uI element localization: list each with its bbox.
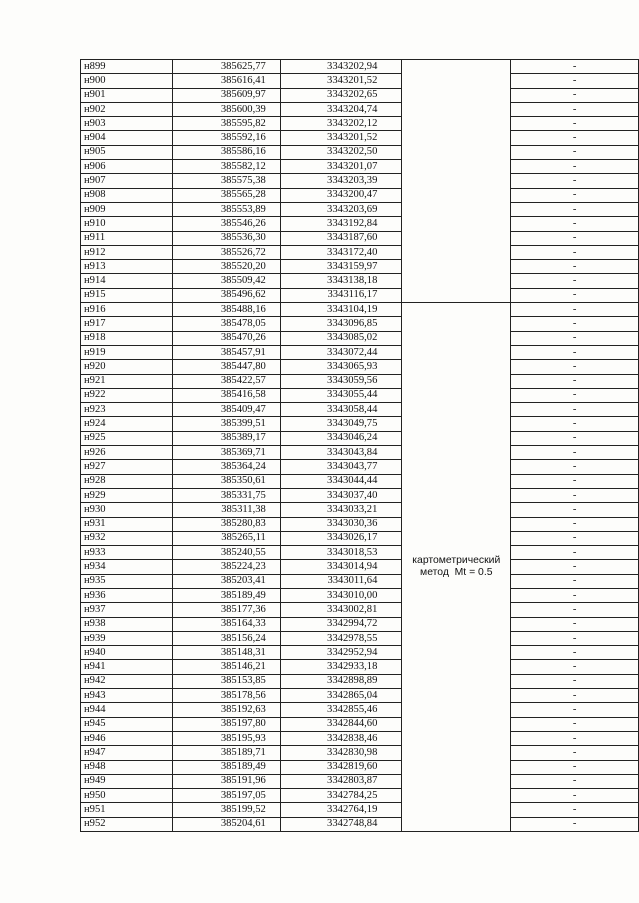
y-coordinate-cell: 3343010,00 — [280, 588, 402, 602]
x-coordinate-cell: 385416,58 — [173, 388, 281, 402]
accuracy-cell: - — [511, 417, 639, 431]
table-row — [81, 60, 639, 74]
y-coordinate-cell: 3342830,98 — [280, 746, 402, 760]
table-row — [81, 574, 639, 588]
y-coordinate-cell: 3343011,64 — [280, 574, 402, 588]
point-name-cell: н930 — [81, 503, 173, 517]
point-name-cell: н914 — [81, 274, 173, 288]
x-coordinate-cell: 385488,16 — [173, 303, 281, 317]
table-row — [81, 588, 639, 602]
x-coordinate-cell: 385240,55 — [173, 546, 281, 560]
point-name-cell: н940 — [81, 646, 173, 660]
accuracy-cell: - — [511, 488, 639, 502]
accuracy-cell: - — [511, 317, 639, 331]
table-row — [81, 231, 639, 245]
point-name-cell: н917 — [81, 317, 173, 331]
x-coordinate-cell: 385177,36 — [173, 603, 281, 617]
accuracy-cell: - — [511, 388, 639, 402]
accuracy-cell: - — [511, 145, 639, 159]
accuracy-cell: - — [511, 288, 639, 302]
accuracy-cell: - — [511, 660, 639, 674]
x-coordinate-cell: 385204,61 — [173, 817, 281, 831]
point-name-cell: н918 — [81, 331, 173, 345]
point-name-cell: н932 — [81, 531, 173, 545]
point-name-cell: н948 — [81, 760, 173, 774]
y-coordinate-cell: 3343046,24 — [280, 431, 402, 445]
x-coordinate-cell: 385582,12 — [173, 160, 281, 174]
point-name-cell: н933 — [81, 546, 173, 560]
point-name-cell: н926 — [81, 446, 173, 460]
x-coordinate-cell: 385520,20 — [173, 260, 281, 274]
point-name-cell: н907 — [81, 174, 173, 188]
method-cell — [402, 303, 511, 832]
table-row — [81, 217, 639, 231]
method-line-2: метод Mt = 0.5 — [420, 567, 493, 579]
table-row — [81, 303, 639, 317]
table-row — [81, 803, 639, 817]
point-name-cell: н923 — [81, 403, 173, 417]
point-name-cell: н916 — [81, 303, 173, 317]
accuracy-cell: - — [511, 774, 639, 788]
table-row — [81, 560, 639, 574]
point-name-cell: н906 — [81, 160, 173, 174]
x-coordinate-cell: 385457,91 — [173, 345, 281, 359]
x-coordinate-cell: 385496,62 — [173, 288, 281, 302]
table-row — [81, 202, 639, 216]
point-name-cell: н938 — [81, 617, 173, 631]
y-coordinate-cell: 3343018,53 — [280, 546, 402, 560]
accuracy-cell: - — [511, 345, 639, 359]
point-name-cell: н934 — [81, 560, 173, 574]
accuracy-cell: - — [511, 431, 639, 445]
point-name-cell: н901 — [81, 88, 173, 102]
table-row — [81, 631, 639, 645]
accuracy-cell: - — [511, 789, 639, 803]
table-row — [81, 260, 639, 274]
y-coordinate-cell: 3343202,65 — [280, 88, 402, 102]
x-coordinate-cell: 385311,38 — [173, 503, 281, 517]
y-coordinate-cell: 3343202,94 — [280, 60, 402, 74]
y-coordinate-cell: 3343201,07 — [280, 160, 402, 174]
y-coordinate-cell: 3343026,17 — [280, 531, 402, 545]
y-coordinate-cell: 3343033,21 — [280, 503, 402, 517]
point-name-cell: н911 — [81, 231, 173, 245]
x-coordinate-cell: 385178,56 — [173, 689, 281, 703]
y-coordinate-cell: 3343204,74 — [280, 102, 402, 116]
point-name-cell: н946 — [81, 731, 173, 745]
y-coordinate-cell: 3343043,84 — [280, 446, 402, 460]
x-coordinate-cell: 385156,24 — [173, 631, 281, 645]
x-coordinate-cell: 385192,63 — [173, 703, 281, 717]
point-name-cell: н912 — [81, 245, 173, 259]
x-coordinate-cell: 385470,26 — [173, 331, 281, 345]
accuracy-cell: - — [511, 746, 639, 760]
table-row — [81, 531, 639, 545]
accuracy-cell: - — [511, 117, 639, 131]
accuracy-cell: - — [511, 217, 639, 231]
table-row — [81, 117, 639, 131]
y-coordinate-cell: 3342819,60 — [280, 760, 402, 774]
x-coordinate-cell: 385331,75 — [173, 488, 281, 502]
table-row — [81, 731, 639, 745]
y-coordinate-cell: 3343192,84 — [280, 217, 402, 231]
table-row — [81, 689, 639, 703]
x-coordinate-cell: 385616,41 — [173, 74, 281, 88]
accuracy-cell: - — [511, 603, 639, 617]
accuracy-cell: - — [511, 531, 639, 545]
y-coordinate-cell: 3343203,39 — [280, 174, 402, 188]
point-name-cell: н899 — [81, 60, 173, 74]
x-coordinate-cell: 385600,39 — [173, 102, 281, 116]
point-name-cell: н902 — [81, 102, 173, 116]
table-row — [81, 446, 639, 460]
table-row — [81, 503, 639, 517]
x-coordinate-cell: 385586,16 — [173, 145, 281, 159]
point-name-cell: н936 — [81, 588, 173, 602]
x-coordinate-cell: 385478,05 — [173, 317, 281, 331]
point-name-cell: н947 — [81, 746, 173, 760]
y-coordinate-cell: 3342844,60 — [280, 717, 402, 731]
y-coordinate-cell: 3343002,81 — [280, 603, 402, 617]
y-coordinate-cell: 3343044,44 — [280, 474, 402, 488]
x-coordinate-cell: 385595,82 — [173, 117, 281, 131]
table-row — [81, 431, 639, 445]
y-coordinate-cell: 3342803,87 — [280, 774, 402, 788]
x-coordinate-cell: 385189,71 — [173, 746, 281, 760]
table-row — [81, 817, 639, 831]
point-name-cell: н931 — [81, 517, 173, 531]
accuracy-cell: - — [511, 631, 639, 645]
method-line-1: картометрический — [412, 555, 501, 567]
x-coordinate-cell: 385609,97 — [173, 88, 281, 102]
accuracy-cell: - — [511, 274, 639, 288]
point-name-cell: н945 — [81, 717, 173, 731]
x-coordinate-cell: 385224,23 — [173, 560, 281, 574]
table-row — [81, 488, 639, 502]
accuracy-cell: - — [511, 231, 639, 245]
table-row — [81, 88, 639, 102]
point-name-cell: н942 — [81, 674, 173, 688]
table-row — [81, 317, 639, 331]
point-name-cell: н928 — [81, 474, 173, 488]
x-coordinate-cell: 385265,11 — [173, 531, 281, 545]
table-row — [81, 388, 639, 402]
x-coordinate-cell: 385553,89 — [173, 202, 281, 216]
method-cell-empty — [402, 60, 511, 303]
accuracy-cell: - — [511, 245, 639, 259]
x-coordinate-cell: 385146,21 — [173, 660, 281, 674]
x-coordinate-cell: 385575,38 — [173, 174, 281, 188]
point-name-cell: н943 — [81, 689, 173, 703]
x-coordinate-cell: 385189,49 — [173, 588, 281, 602]
y-coordinate-cell: 3343200,47 — [280, 188, 402, 202]
y-coordinate-cell: 3343043,77 — [280, 460, 402, 474]
accuracy-cell: - — [511, 646, 639, 660]
accuracy-cell: - — [511, 260, 639, 274]
accuracy-cell: - — [511, 546, 639, 560]
table-row — [81, 646, 639, 660]
table-row — [81, 546, 639, 560]
x-coordinate-cell: 385203,41 — [173, 574, 281, 588]
table-row — [81, 460, 639, 474]
x-coordinate-cell: 385526,72 — [173, 245, 281, 259]
point-name-cell: н949 — [81, 774, 173, 788]
y-coordinate-cell: 3342933,18 — [280, 660, 402, 674]
table-row — [81, 617, 639, 631]
x-coordinate-cell: 385509,42 — [173, 274, 281, 288]
y-coordinate-cell: 3342784,25 — [280, 789, 402, 803]
accuracy-cell: - — [511, 689, 639, 703]
accuracy-cell: - — [511, 160, 639, 174]
point-name-cell: н904 — [81, 131, 173, 145]
table-row — [81, 760, 639, 774]
point-name-cell: н900 — [81, 74, 173, 88]
point-name-cell: н952 — [81, 817, 173, 831]
accuracy-cell: - — [511, 202, 639, 216]
x-coordinate-cell: 385164,33 — [173, 617, 281, 631]
y-coordinate-cell: 3342748,84 — [280, 817, 402, 831]
y-coordinate-cell: 3343201,52 — [280, 131, 402, 145]
x-coordinate-cell: 385197,05 — [173, 789, 281, 803]
accuracy-cell: - — [511, 503, 639, 517]
accuracy-cell: - — [511, 60, 639, 74]
point-name-cell: н910 — [81, 217, 173, 231]
y-coordinate-cell: 3343049,75 — [280, 417, 402, 431]
accuracy-cell: - — [511, 560, 639, 574]
table-row — [81, 345, 639, 359]
y-coordinate-cell: 3343085,02 — [280, 331, 402, 345]
accuracy-cell: - — [511, 74, 639, 88]
accuracy-cell: - — [511, 88, 639, 102]
point-name-cell: н909 — [81, 202, 173, 216]
y-coordinate-cell: 3343138,18 — [280, 274, 402, 288]
point-name-cell: н941 — [81, 660, 173, 674]
point-name-cell: н937 — [81, 603, 173, 617]
x-coordinate-cell: 385350,61 — [173, 474, 281, 488]
point-name-cell: н921 — [81, 374, 173, 388]
point-name-cell: н924 — [81, 417, 173, 431]
y-coordinate-cell: 3342952,94 — [280, 646, 402, 660]
x-coordinate-cell: 385565,28 — [173, 188, 281, 202]
table-row — [81, 703, 639, 717]
accuracy-cell: - — [511, 303, 639, 317]
accuracy-cell: - — [511, 717, 639, 731]
y-coordinate-cell: 3342865,04 — [280, 689, 402, 703]
x-coordinate-cell: 385422,57 — [173, 374, 281, 388]
x-coordinate-cell: 385409,47 — [173, 403, 281, 417]
y-coordinate-cell: 3343065,93 — [280, 360, 402, 374]
coordinates-table — [80, 59, 639, 832]
coordinates-table-body — [81, 60, 639, 832]
x-coordinate-cell: 385199,52 — [173, 803, 281, 817]
accuracy-cell: - — [511, 460, 639, 474]
x-coordinate-cell: 385191,96 — [173, 774, 281, 788]
x-coordinate-cell: 385369,71 — [173, 446, 281, 460]
x-coordinate-cell: 385399,51 — [173, 417, 281, 431]
y-coordinate-cell: 3343187,60 — [280, 231, 402, 245]
point-name-cell: н944 — [81, 703, 173, 717]
accuracy-cell: - — [511, 574, 639, 588]
table-row — [81, 517, 639, 531]
table-row — [81, 174, 639, 188]
accuracy-cell: - — [511, 617, 639, 631]
point-name-cell: н951 — [81, 803, 173, 817]
x-coordinate-cell: 385195,93 — [173, 731, 281, 745]
point-name-cell: н927 — [81, 460, 173, 474]
point-name-cell: н913 — [81, 260, 173, 274]
point-name-cell: н950 — [81, 789, 173, 803]
table-row — [81, 274, 639, 288]
accuracy-cell: - — [511, 403, 639, 417]
y-coordinate-cell: 3343203,69 — [280, 202, 402, 216]
table-row — [81, 789, 639, 803]
table-row — [81, 145, 639, 159]
table-row — [81, 374, 639, 388]
y-coordinate-cell: 3343172,40 — [280, 245, 402, 259]
point-name-cell: н905 — [81, 145, 173, 159]
accuracy-cell: - — [511, 360, 639, 374]
y-coordinate-cell: 3343159,97 — [280, 260, 402, 274]
table-row — [81, 74, 639, 88]
y-coordinate-cell: 3343030,36 — [280, 517, 402, 531]
accuracy-cell: - — [511, 446, 639, 460]
y-coordinate-cell: 3342855,46 — [280, 703, 402, 717]
point-name-cell: н939 — [81, 631, 173, 645]
x-coordinate-cell: 385546,26 — [173, 217, 281, 231]
y-coordinate-cell: 3342838,46 — [280, 731, 402, 745]
y-coordinate-cell: 3342898,89 — [280, 674, 402, 688]
accuracy-cell: - — [511, 588, 639, 602]
point-name-cell: н929 — [81, 488, 173, 502]
accuracy-cell: - — [511, 188, 639, 202]
y-coordinate-cell: 3343072,44 — [280, 345, 402, 359]
x-coordinate-cell: 385197,80 — [173, 717, 281, 731]
y-coordinate-cell: 3343014,94 — [280, 560, 402, 574]
point-name-cell: н925 — [81, 431, 173, 445]
accuracy-cell: - — [511, 817, 639, 831]
y-coordinate-cell: 3343202,50 — [280, 145, 402, 159]
point-name-cell: н922 — [81, 388, 173, 402]
x-coordinate-cell: 385280,83 — [173, 517, 281, 531]
point-name-cell: н919 — [81, 345, 173, 359]
y-coordinate-cell: 3343059,56 — [280, 374, 402, 388]
point-name-cell: н920 — [81, 360, 173, 374]
accuracy-cell: - — [511, 174, 639, 188]
y-coordinate-cell: 3343058,44 — [280, 403, 402, 417]
accuracy-cell: - — [511, 703, 639, 717]
x-coordinate-cell: 385447,80 — [173, 360, 281, 374]
table-row — [81, 102, 639, 116]
table-row — [81, 660, 639, 674]
table-row — [81, 746, 639, 760]
x-coordinate-cell: 385592,16 — [173, 131, 281, 145]
y-coordinate-cell: 3343037,40 — [280, 488, 402, 502]
point-name-cell: н935 — [81, 574, 173, 588]
table-row — [81, 188, 639, 202]
y-coordinate-cell: 3343202,12 — [280, 117, 402, 131]
table-row — [81, 360, 639, 374]
table-row — [81, 717, 639, 731]
table-row — [81, 245, 639, 259]
x-coordinate-cell: 385153,85 — [173, 674, 281, 688]
accuracy-cell: - — [511, 102, 639, 116]
y-coordinate-cell: 3343201,52 — [280, 74, 402, 88]
accuracy-cell: - — [511, 674, 639, 688]
accuracy-cell: - — [511, 131, 639, 145]
table-row — [81, 603, 639, 617]
y-coordinate-cell: 3343116,17 — [280, 288, 402, 302]
table-row — [81, 774, 639, 788]
accuracy-cell: - — [511, 803, 639, 817]
table-row — [81, 331, 639, 345]
y-coordinate-cell: 3342764,19 — [280, 803, 402, 817]
table-row — [81, 288, 639, 302]
point-name-cell: н908 — [81, 188, 173, 202]
x-coordinate-cell: 385625,77 — [173, 60, 281, 74]
table-row — [81, 417, 639, 431]
x-coordinate-cell: 385389,17 — [173, 431, 281, 445]
point-name-cell: н903 — [81, 117, 173, 131]
accuracy-cell: - — [511, 760, 639, 774]
table-row — [81, 403, 639, 417]
accuracy-cell: - — [511, 374, 639, 388]
y-coordinate-cell: 3343055,44 — [280, 388, 402, 402]
point-name-cell: н915 — [81, 288, 173, 302]
table-row — [81, 160, 639, 174]
table-row — [81, 674, 639, 688]
y-coordinate-cell: 3343096,85 — [280, 317, 402, 331]
x-coordinate-cell: 385364,24 — [173, 460, 281, 474]
x-coordinate-cell: 385189,49 — [173, 760, 281, 774]
y-coordinate-cell: 3342978,55 — [280, 631, 402, 645]
x-coordinate-cell: 385536,30 — [173, 231, 281, 245]
accuracy-cell: - — [511, 331, 639, 345]
y-coordinate-cell: 3342994,72 — [280, 617, 402, 631]
accuracy-cell: - — [511, 517, 639, 531]
table-row — [81, 131, 639, 145]
y-coordinate-cell: 3343104,19 — [280, 303, 402, 317]
table-row — [81, 474, 639, 488]
accuracy-cell: - — [511, 474, 639, 488]
accuracy-cell: - — [511, 731, 639, 745]
x-coordinate-cell: 385148,31 — [173, 646, 281, 660]
